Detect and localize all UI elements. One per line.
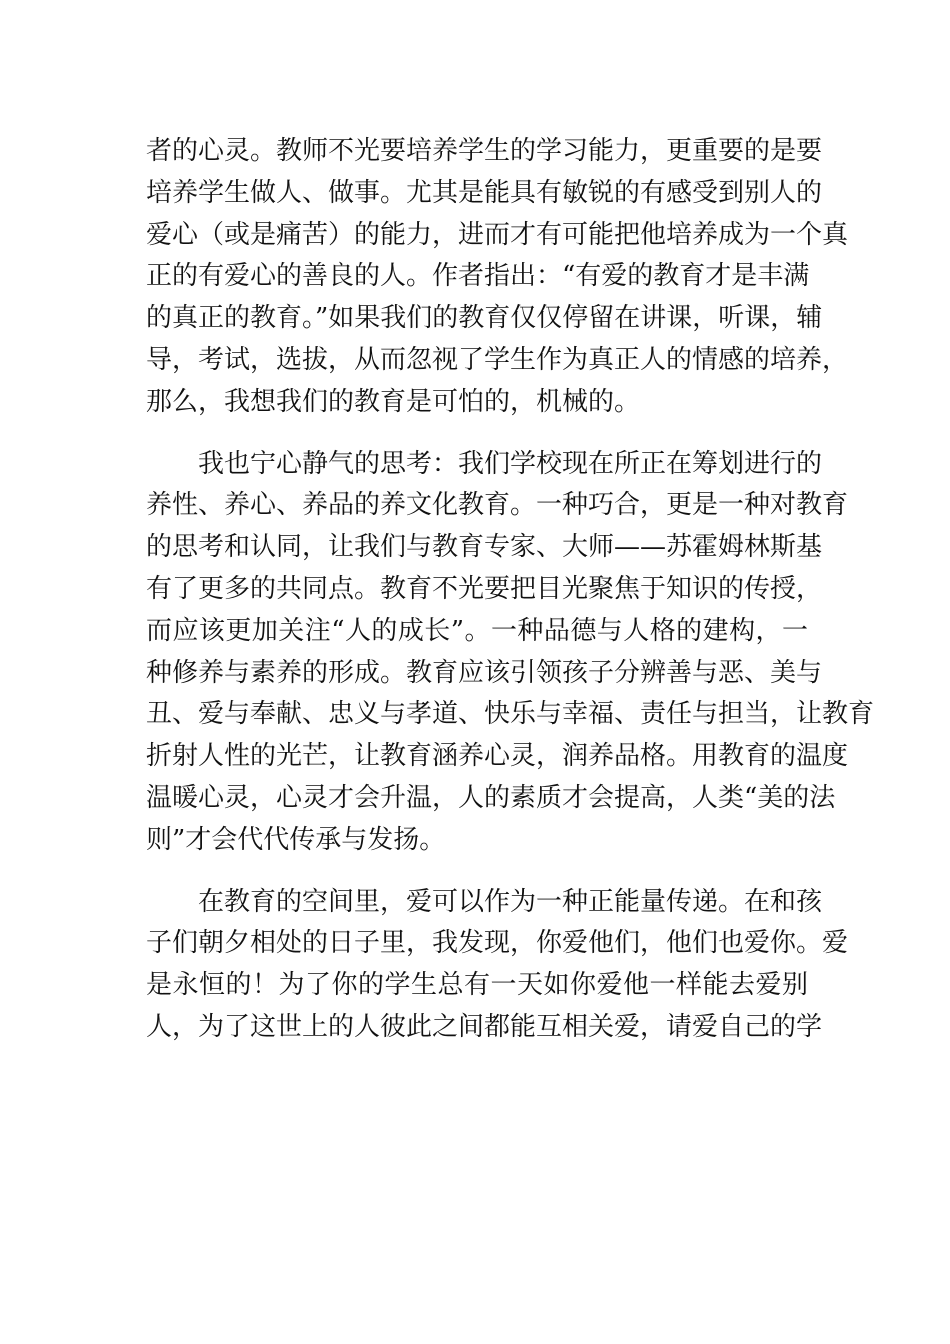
text-line: 养性、养心、养品的养文化教育。一种巧合，更是一种对教育 <box>146 490 849 521</box>
text-line: 种修养与素养的形成。教育应该引领孩子分辨善与恶、美与 <box>146 657 823 688</box>
body-text <box>146 131 875 1049</box>
text-line: 丑、爱与奉献、忠义与孝道、快乐与幸福、责任与担当，让教育 <box>146 699 875 730</box>
text-line: 温暖心灵，心灵才会升温，人的素质才会提高，人类“美的法 <box>146 782 836 813</box>
text-line: 者的心灵。教师不光要培养学生的学习能力，更重要的是要 <box>146 136 823 166</box>
text-line: 子们朝夕相处的日子里，我发现，你爱他们，他们也爱你。爱 <box>146 928 849 959</box>
text-line: 的思考和认同，让我们与教育专家、大师——苏霍姆林斯基 <box>146 532 823 563</box>
text-line: 培养学生做人、做事。尤其是能具有敏锐的有感受到别人的 <box>146 177 823 208</box>
paragraph-3 <box>146 882 849 1049</box>
text-line: 那么，我想我们的教育是可怕的，机械的。 <box>146 386 641 417</box>
paragraph-2 <box>146 444 875 862</box>
text-line: 则”才会代代传承与发扬。 <box>146 824 446 855</box>
text-line: 而应该更加关注“人的成长”。一种品德与人格的建构，一 <box>146 615 808 646</box>
text-line: 有了更多的共同点。教育不光要把目光聚焦于知识的传授， <box>146 573 823 604</box>
text-line: 爱心（或是痛苦）的能力，进而才有可能把他培养成为一个真 <box>146 219 849 250</box>
text-line: 是永恒的！为了你的学生总有一天如你爱他一样能去爱别 <box>146 970 808 1001</box>
text-line: 导，考试，选拔，从而忽视了学生作为真正人的情感的培养， <box>146 344 849 375</box>
paragraph-1 <box>146 131 849 424</box>
text-line: 人，为了这世上的人彼此之间都能互相关爱，请爱自己的学 <box>146 1011 823 1042</box>
text-line: 我也宁心静气的思考：我们学校现在所正在筹划进行的 <box>198 448 823 479</box>
text-line: 正的有爱心的善良的人。作者指出：“有爱的教育才是丰满 <box>146 261 810 292</box>
text-line: 折射人性的光芒，让教育涵养心灵，润养品格。用教育的温度 <box>146 741 849 772</box>
text-line: 在教育的空间里，爱可以作为一种正能量传递。在和孩 <box>198 886 823 917</box>
text-line: 的真正的教育。”如果我们的教育仅仅停留在讲课，听课，辅 <box>146 303 823 334</box>
